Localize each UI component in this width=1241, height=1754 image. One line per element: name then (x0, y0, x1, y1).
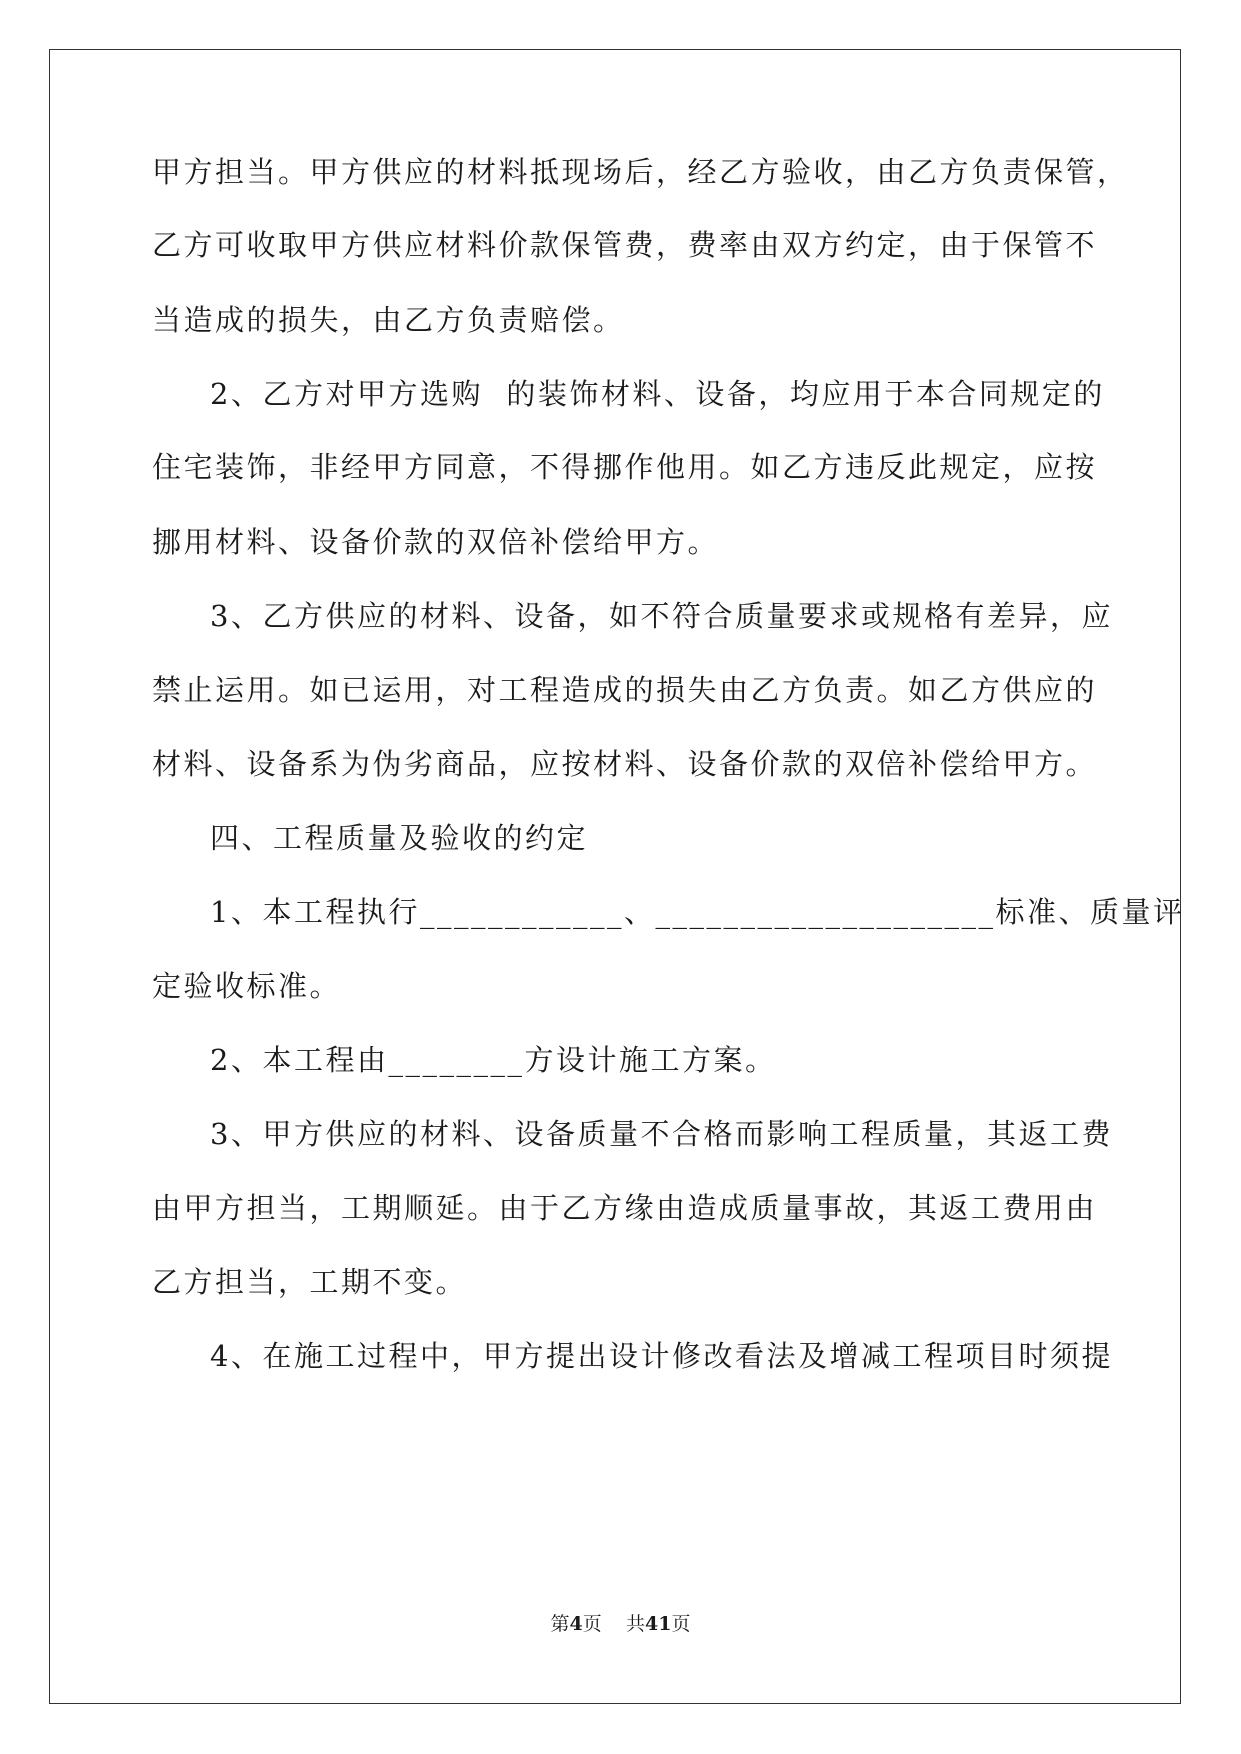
text-line: 甲方担当。甲方供应的材料抵现场后，经乙方验收，由乙方负责保管， (152, 155, 1129, 189)
text-line: 4、在施工过程中，甲方提出设计修改看法及增减工程项目时须提 (210, 1339, 1113, 1373)
text-line: 材料、设备系为伪劣商品，应按材料、设备价款的双倍补偿给甲方。 (152, 747, 1098, 781)
page-border (49, 49, 1181, 1704)
text-line: 当造成的损失，由乙方负责赔偿。 (152, 303, 625, 337)
text-line: 挪用材料、设备价款的双倍补偿给甲方。 (152, 525, 720, 559)
text-line: 2、乙方对甲方选购 的装饰材料、设备，均应用于本合同规定的 (210, 377, 1105, 411)
total-prefix: 共 (625, 1613, 645, 1635)
page-suffix: 页 (582, 1613, 602, 1635)
text-line: 3、乙方供应的材料、设备，如不符合质量要求或规格有差异，应 (210, 599, 1113, 633)
text-line: 禁止运用。如已运用，对工程造成的损失由乙方负责。如乙方供应的 (152, 673, 1098, 707)
text-line: 乙方可收取甲方供应材料价款保管费，费率由双方约定，由于保管不 (152, 228, 1098, 262)
page-number: 4 (569, 1613, 583, 1635)
page-prefix: 第 (550, 1613, 570, 1635)
total-suffix: 页 (671, 1613, 691, 1635)
page-footer (0, 1612, 1241, 1636)
text-line: 1、本工程执行____________、____________________标准、质量评 (210, 895, 1185, 929)
text-line: 定验收标准。 (152, 969, 342, 1003)
text-line: 2、本工程由________方设计施工方案。 (210, 1043, 777, 1077)
text-line: 3、甲方供应的材料、设备质量不合格而影响工程质量，其返工费 (210, 1117, 1113, 1151)
text-line: 乙方担当，工期不变。 (152, 1265, 468, 1299)
text-line: 住宅装饰，非经甲方同意，不得挪作他用。如乙方违反此规定，应按 (152, 450, 1098, 484)
total-pages: 41 (644, 1613, 672, 1635)
text-line: 由甲方担当，工期顺延。由于乙方缘由造成质量事故，其返工费用由 (152, 1191, 1098, 1225)
section-heading: 四、工程质量及验收的约定 (210, 821, 589, 855)
